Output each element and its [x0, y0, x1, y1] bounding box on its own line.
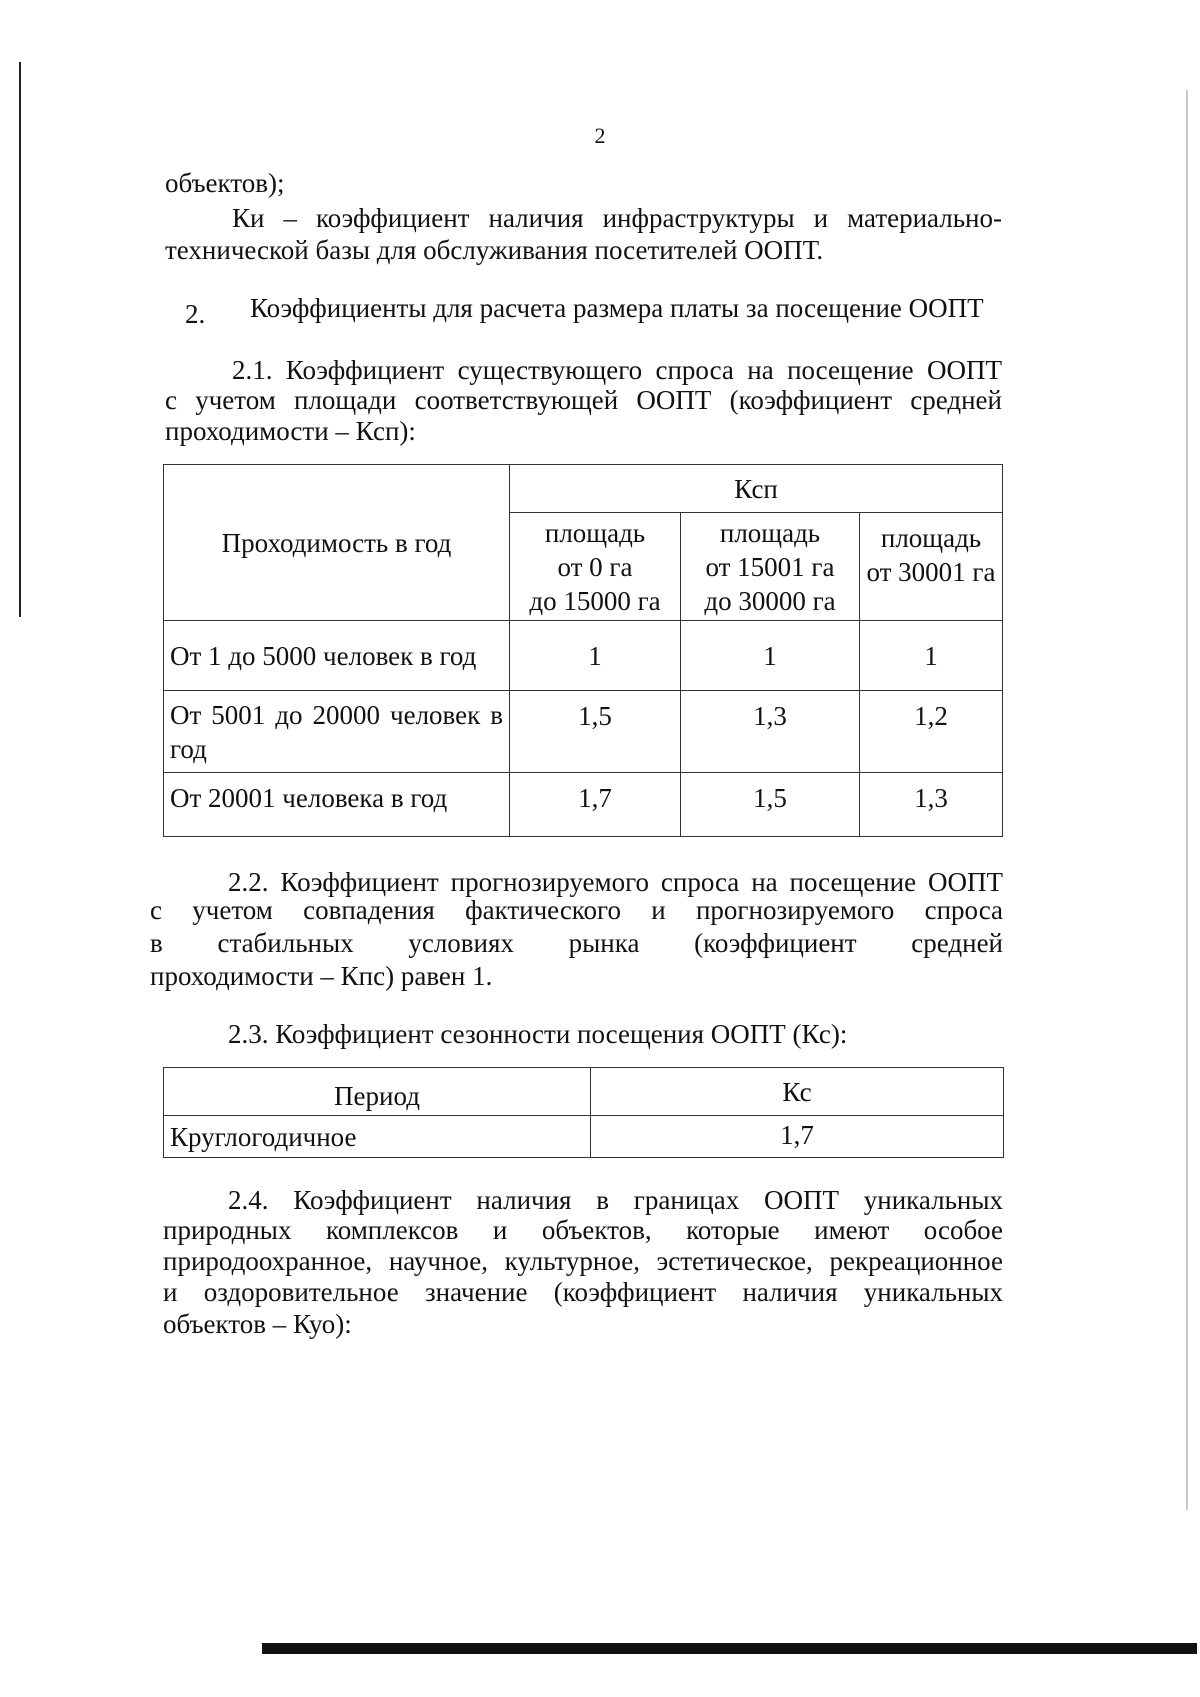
p24-line-4: и оздоровительное значение (коэффициент наличия уникальных — [163, 1277, 1003, 1307]
table1-row-label: От 5001 до 20000 человек в год — [164, 691, 510, 773]
table1-cell: 1,3 — [860, 773, 1003, 837]
scan-edge-right — [1186, 90, 1188, 1510]
p22-line-1: 2.2. Коэффициент прогнозируемого спроса на посещение ООПТ — [228, 867, 1003, 897]
intro-line-2: Ки – коэффициент наличия инфраструктуры и материально- — [232, 203, 1002, 233]
table1-cell: 1,3 — [681, 691, 860, 773]
table1-row — [164, 621, 1003, 691]
table2-header-period: Период — [164, 1068, 591, 1116]
p21-line-3: проходимости – Ксп): — [165, 416, 416, 446]
p22-line-3: в стабильных условиях рынка (коэффициент средней — [150, 928, 1003, 958]
section-2-title: Коэффициенты для расчета размера платы за посещение ООПТ — [250, 293, 984, 323]
table1-row-header: Проходимость в год — [164, 465, 510, 621]
table1-cell: 1,5 — [681, 773, 860, 837]
p21-line-2: с учетом площади соответствующей ООПТ (коэффициент средней — [165, 385, 1002, 415]
p23-line-1: 2.3. Коэффициент сезонности посещения ООПТ (Кс): — [228, 1019, 848, 1049]
table1-col-header-2: площадь от 15001 га до 30000 га — [681, 513, 860, 621]
table2-row — [164, 1116, 1004, 1158]
table1-cell: 1 — [681, 621, 860, 691]
coefficient-ksp-table — [163, 464, 1003, 837]
page-number: 2 — [594, 123, 606, 148]
coefficient-kc-table — [163, 1067, 1004, 1158]
p22-line-2: с учетом совпадения фактического и прогнозируемого спроса — [150, 895, 1003, 925]
p21-line-1: 2.1. Коэффициент существующего спроса на посещение ООПТ — [232, 355, 1002, 385]
table1-cell: 1,7 — [510, 773, 681, 837]
table1-cell: 1 — [860, 621, 1003, 691]
p24-line-3: природоохранное, научное, культурное, эстетическое, рекреационное — [163, 1246, 1003, 1276]
intro-line-1: объектов); — [165, 168, 285, 198]
table1-col-header-1: площадь от 0 га до 15000 га — [510, 513, 681, 621]
table2-cell: 1,7 — [591, 1116, 1004, 1158]
table1-row-label: От 20001 человека в год — [164, 773, 510, 837]
scan-edge-bottom — [262, 1643, 1197, 1654]
table1-row-label: От 1 до 5000 человек в год — [164, 621, 510, 691]
table1-col-header-3: площадь от 30001 га — [860, 513, 1003, 621]
table2-row-label: Круглогодичное — [164, 1116, 591, 1158]
p24-line-5: объектов – Куо): — [163, 1309, 352, 1339]
p24-line-2: природных комплексов и объектов, которые имеют особое — [163, 1215, 1003, 1245]
p22-line-4: проходимости – Кпс) равен 1. — [150, 961, 493, 991]
table1-cell: 1,5 — [510, 691, 681, 773]
p24-line-1: 2.4. Коэффициент наличия в границах ООПТ уникальных — [228, 1185, 1003, 1215]
intro-line-3: технической базы для обслуживания посетителей ООПТ. — [165, 235, 824, 265]
table1-group-header: Ксп — [510, 465, 1003, 513]
table1-row — [164, 691, 1003, 773]
table1-cell: 1 — [510, 621, 681, 691]
table2-header-kc: Кс — [591, 1068, 1004, 1116]
table1-cell: 1,2 — [860, 691, 1003, 773]
section-2-number: 2. — [185, 299, 206, 329]
table1-row — [164, 773, 1003, 837]
